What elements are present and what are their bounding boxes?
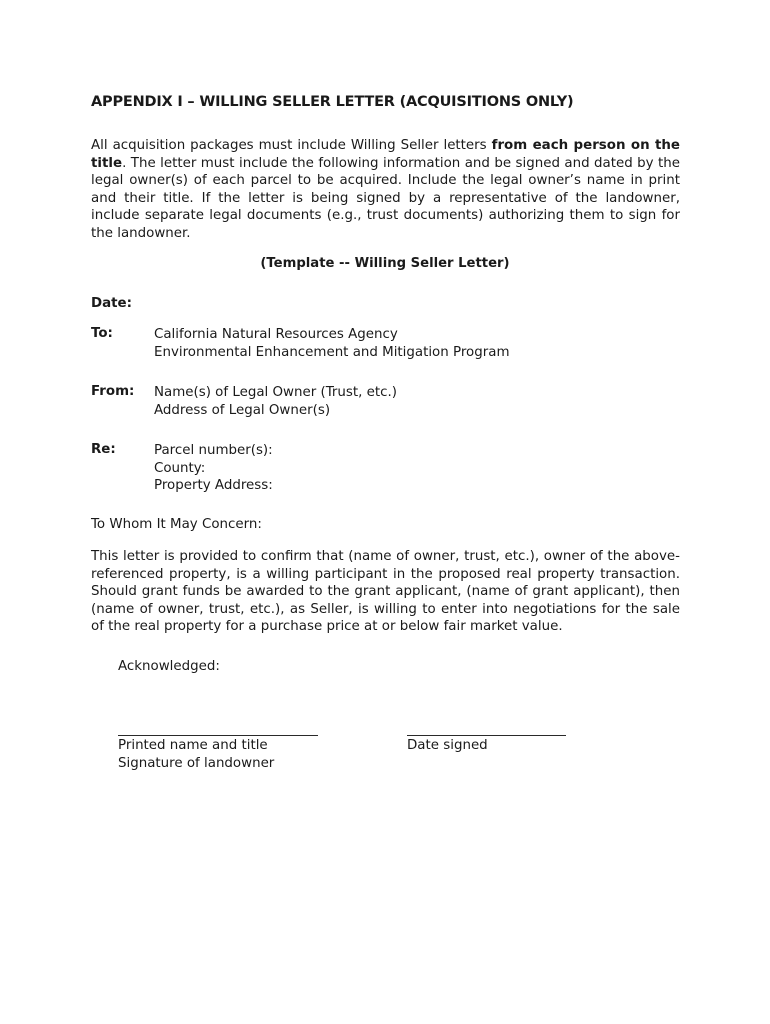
signature-label: Signature of landowner [118,755,275,771]
to-line-1: California Natural Resources Agency [154,327,398,342]
re-line-2: County: [154,460,206,476]
acknowledged-label: Acknowledged: [118,659,220,674]
to-value [154,326,510,361]
body-paragraph: This letter is provided to confirm that (name of owner, trust, etc.), owner of the above-referenced property, is a willing participant in the proposed real property transaction. Should grant funds be awarded to the grant applicant, (name of grant applicant), then (name of owner, trust, etc.), as Seller, is willing to enter into negotiations for the sale of the real property for a purchase price at or below fair market value. [91,549,680,635]
to-line-2: Environmental Enhancement and Mitigation Program [154,344,510,360]
from-line-2: Address of Legal Owner(s) [154,402,331,418]
intro-text-bold: from each person on the title [91,138,680,171]
template-title: (Template -- Willing Seller Letter) [260,256,510,271]
date-label: Date: [91,296,132,311]
printed-name-label: Printed name and title [118,738,268,753]
date-signed-line [407,735,566,736]
date-signed-block [407,737,488,755]
from-value [154,384,397,419]
from-label: From: [91,384,135,399]
date-signed-label: Date signed [407,738,488,753]
signature-block [118,737,274,772]
intro-paragraph [91,137,680,243]
signature-line [118,735,318,736]
intro-text-part1: All acquisition packages must include Willing Seller letters [91,138,492,153]
re-line-1: Parcel number(s): [154,443,273,458]
re-label: Re: [91,442,116,457]
appendix-heading: APPENDIX I – WILLING SELLER LETTER (ACQUISITIONS ONLY) [91,94,574,110]
intro-text-part2: . The letter must include the following information and be signed and dated by the legal owner(s) of each parcel to be acquired. Include the legal owner’s name in print and their title. If the letter is being signed by a representative of the landowner, include separate legal documents (e.g., trust documents) authorizing them to sign for the landowner. [91,155,680,241]
re-value [154,442,273,495]
from-line-1: Name(s) of Legal Owner (Trust, etc.) [154,385,397,400]
to-label: To: [91,326,113,341]
re-line-3: Property Address: [154,478,273,494]
salutation: To Whom It May Concern: [91,517,262,532]
